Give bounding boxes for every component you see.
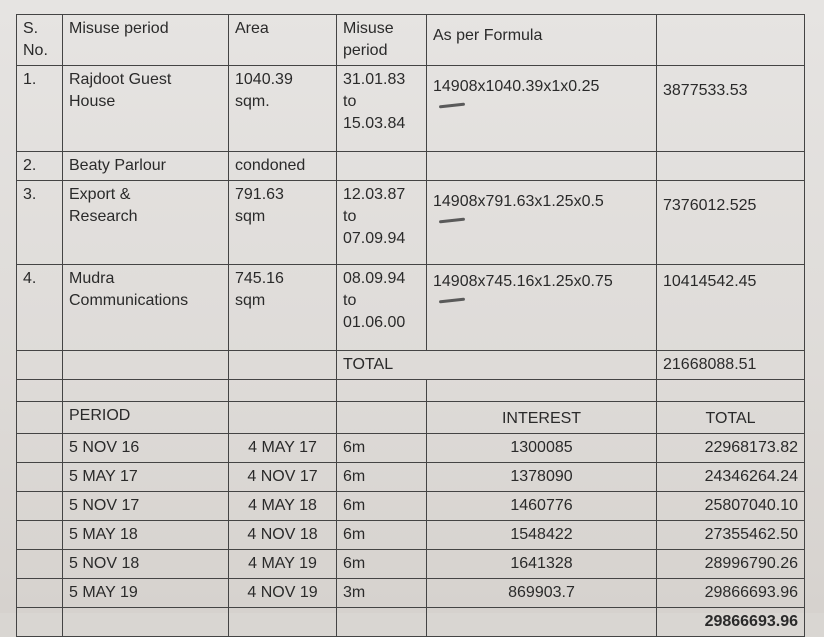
total-row [17,351,805,380]
interest-to: 4 NOV 19 [229,579,337,608]
interest-total: 22968173.82 [657,434,805,463]
table-row [17,181,805,265]
row-area [229,265,337,351]
interest-amount: 1548422 [427,521,657,550]
row-period-line: to [343,292,357,309]
interest-row [17,579,805,608]
interest-header-total: TOTAL [657,402,805,434]
row-sno: 2. [17,152,63,181]
header-area: Area [229,15,337,66]
row-formula-text: 14908x1040.39x1x0.25 [433,78,600,95]
row-period-line: 01.06.00 [343,314,406,331]
empty-cell [17,463,63,492]
empty-cell [229,608,337,637]
table-row [17,152,805,181]
interest-from: 5 MAY 18 [63,521,229,550]
interest-from: 5 NOV 17 [63,492,229,521]
row-formula [427,265,657,351]
row-formula [427,152,657,181]
empty-cell [17,521,63,550]
row-area: condoned [229,152,337,181]
empty-cell [17,492,63,521]
interest-to: 4 NOV 17 [229,463,337,492]
row-area-line: sqm [235,292,266,309]
row-period-line: to [343,208,357,225]
interest-total: 25807040.10 [657,492,805,521]
empty-cell [657,380,805,402]
empty-cell [337,380,427,402]
row-period [337,66,427,152]
row-period [337,152,427,181]
grand-total-row [17,608,805,637]
table-header-row [17,15,805,66]
empty-cell [427,380,657,402]
interest-total: 27355462.50 [657,521,805,550]
row-name-line: Communications [69,292,189,309]
row-area-line: 745.16 [235,270,284,287]
empty-cell [17,380,63,402]
row-formula [427,181,657,265]
interest-total: 24346264.24 [657,463,805,492]
empty-cell [63,351,229,380]
header-misuse-period-2 [337,15,427,66]
interest-months: 6m [337,434,427,463]
row-amount: 7376012.525 [657,181,805,265]
interest-header-interest: INTEREST [427,402,657,434]
interest-from: 5 NOV 16 [63,434,229,463]
row-period-line: 15.03.84 [343,115,406,132]
interest-header-row [17,402,805,434]
row-name-line: Research [69,208,138,225]
interest-total: 29866693.96 [657,579,805,608]
row-name [63,265,229,351]
row-name-line: Export & [69,186,131,203]
header-sno [17,15,63,66]
row-area-line: 791.63 [235,186,284,203]
row-amount: 3877533.53 [657,66,805,152]
interest-months: 6m [337,463,427,492]
interest-row [17,550,805,579]
row-formula-text: 14908x745.16x1.25x0.75 [433,273,613,290]
row-period [337,181,427,265]
interest-header-period: PERIOD [63,402,229,434]
empty-cell [17,579,63,608]
interest-amount: 1641328 [427,550,657,579]
interest-row [17,463,805,492]
header-misuse-line1: Misuse [343,20,394,37]
empty-cell [63,608,229,637]
empty-cell [229,402,337,434]
row-amount: 10414542.45 [657,265,805,351]
interest-months: 6m [337,492,427,521]
row-name-line: Mudra [69,270,115,287]
row-period [337,265,427,351]
empty-cell [17,402,63,434]
row-area-line: sqm. [235,93,270,110]
interest-to: 4 MAY 17 [229,434,337,463]
row-sno: 4. [17,265,63,351]
row-period-line: to [343,93,357,110]
interest-months: 3m [337,579,427,608]
row-period-line: 07.09.94 [343,230,406,247]
row-formula-text: 14908x791.63x1.25x0.5 [433,193,604,210]
row-period-line: 08.09.94 [343,270,406,287]
row-name [63,66,229,152]
misuse-charges-table [16,14,805,637]
row-area [229,181,337,265]
header-as-per-formula: As per Formula [427,15,657,66]
header-amount [657,15,805,66]
empty-cell [337,608,427,637]
interest-row [17,521,805,550]
row-name-line: Rajdoot Guest [69,71,172,88]
grand-total-amount: 29866693.96 [657,608,805,637]
pen-tick-mark [439,103,465,109]
table-row [17,265,805,351]
interest-row [17,434,805,463]
table-row [17,66,805,152]
interest-from: 5 MAY 17 [63,463,229,492]
row-sno: 3. [17,181,63,265]
row-period-line: 12.03.87 [343,186,406,203]
row-formula [427,66,657,152]
interest-months: 6m [337,550,427,579]
header-sno-line2: No. [23,42,48,59]
interest-amount: 1460776 [427,492,657,521]
interest-amount: 1378090 [427,463,657,492]
empty-cell [17,351,63,380]
interest-to: 4 MAY 19 [229,550,337,579]
row-area-line: 1040.39 [235,71,293,88]
total-label: TOTAL [337,351,657,380]
interest-to: 4 NOV 18 [229,521,337,550]
total-amount: 21668088.51 [657,351,805,380]
row-sno: 1. [17,66,63,152]
row-amount [657,152,805,181]
empty-cell [427,608,657,637]
interest-from: 5 NOV 18 [63,550,229,579]
row-name [63,181,229,265]
pen-tick-mark [439,218,465,224]
blank-row [17,380,805,402]
empty-cell [63,380,229,402]
empty-cell [17,608,63,637]
empty-cell [17,434,63,463]
interest-months: 6m [337,521,427,550]
interest-to: 4 MAY 18 [229,492,337,521]
interest-total: 28996790.26 [657,550,805,579]
row-name-line: House [69,93,116,110]
row-name: Beaty Parlour [63,152,229,181]
header-misuse-period: Misuse period [63,15,229,66]
empty-cell [337,402,427,434]
interest-from: 5 MAY 19 [63,579,229,608]
row-area-line: sqm [235,208,266,225]
empty-cell [229,380,337,402]
interest-amount: 869903.7 [427,579,657,608]
empty-cell [17,550,63,579]
empty-cell [229,351,337,380]
pen-tick-mark [439,298,465,304]
interest-row [17,492,805,521]
header-misuse-line2: period [343,42,388,59]
row-period-line: 31.01.83 [343,71,406,88]
row-area [229,66,337,152]
interest-amount: 1300085 [427,434,657,463]
header-sno-line1: S. [23,20,39,37]
